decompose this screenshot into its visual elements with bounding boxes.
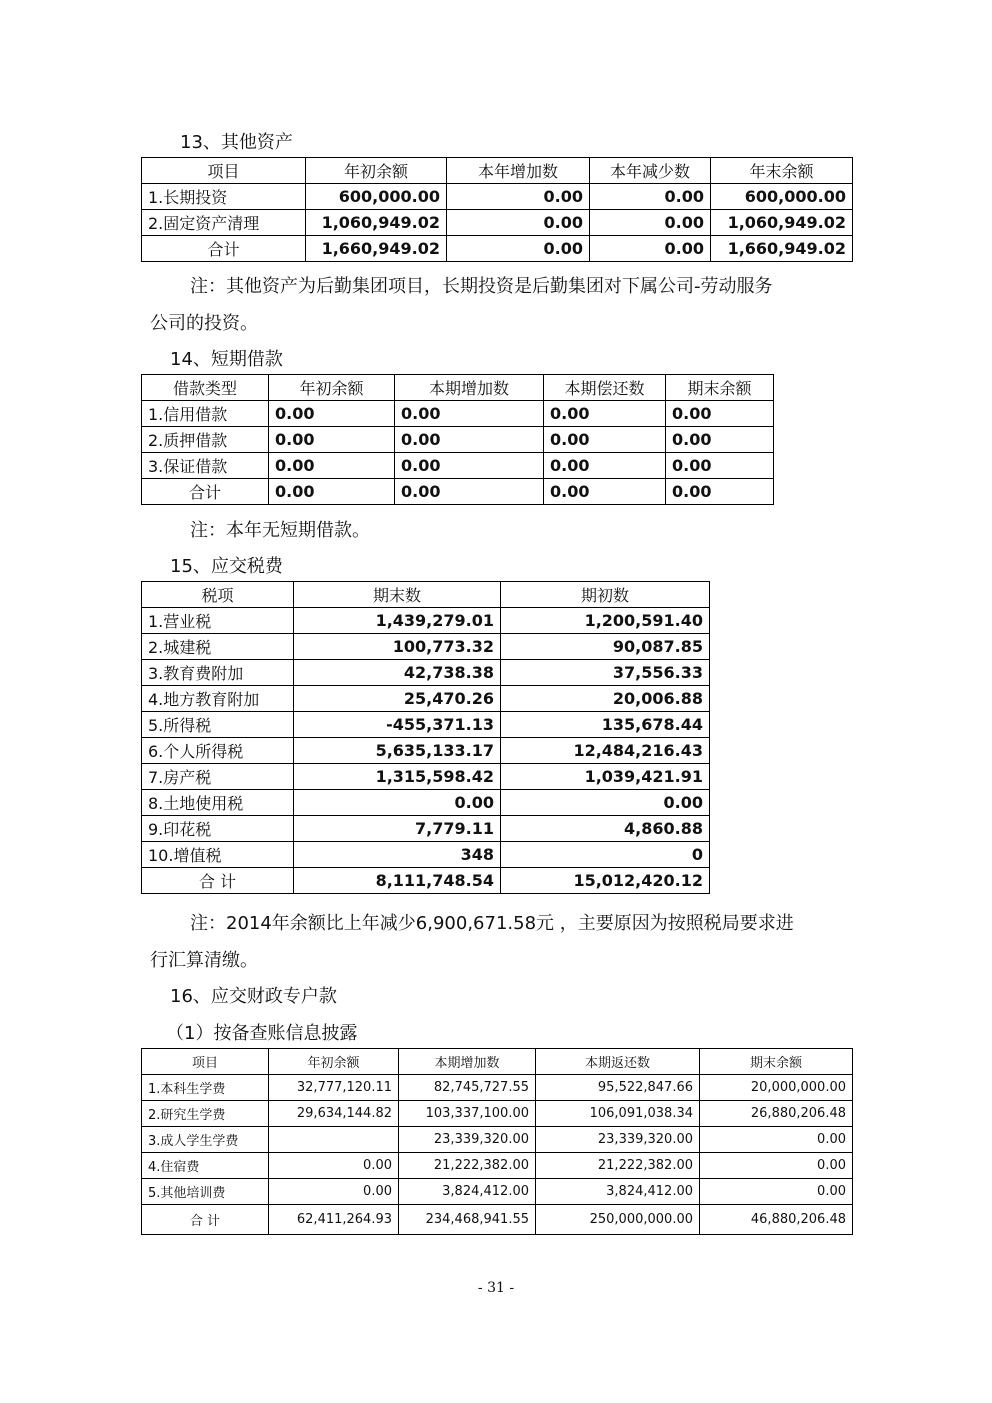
header-cell: 本期偿还数	[544, 375, 666, 401]
value-cell: 20,006.88	[501, 686, 710, 712]
value-cell: 0.00	[269, 401, 395, 427]
value-cell: 0.00	[269, 453, 395, 479]
value-cell: 600,000.00	[711, 184, 853, 210]
value-cell: 20,000,000.00	[700, 1075, 853, 1101]
value-cell: 0.00	[544, 401, 666, 427]
value-cell: -455,371.13	[294, 712, 501, 738]
header-cell: 年末余额	[711, 158, 853, 184]
value-cell: 46,880,206.48	[700, 1205, 853, 1235]
value-cell: 348	[294, 842, 501, 868]
value-cell: 0.00	[269, 427, 395, 453]
value-cell: 82,745,727.55	[399, 1075, 536, 1101]
value-cell: 62,411,264.93	[269, 1205, 399, 1235]
value-cell: 29,634,144.82	[269, 1101, 399, 1127]
row-label: 合 计	[142, 868, 294, 894]
table-row	[142, 634, 710, 660]
value-cell: 0.00	[395, 453, 544, 479]
table-header-row	[142, 1049, 853, 1075]
table-total-row	[142, 236, 853, 262]
row-label: 2.质押借款	[142, 427, 269, 453]
header-cell: 税项	[142, 582, 294, 608]
value-cell: 1,039,421.91	[501, 764, 710, 790]
row-label: 合计	[142, 479, 269, 505]
value-cell: 0.00	[544, 453, 666, 479]
value-cell: 103,337,100.00	[399, 1101, 536, 1127]
table-row	[142, 1075, 853, 1101]
table-row	[142, 1179, 853, 1205]
value-cell: 0	[501, 842, 710, 868]
table-row	[142, 660, 710, 686]
row-label: 3.教育费附加	[142, 660, 294, 686]
table-total-row	[142, 1205, 853, 1235]
section-15-note-line-1: 注：2014年余额比上年减少6,900,671.58元 ，主要原因为按照税局要求进	[190, 913, 794, 934]
table-row	[142, 427, 774, 453]
section-13-note-line-2: 公司的投资。	[150, 313, 258, 334]
row-label: 3.保证借款	[142, 453, 269, 479]
value-cell: 15,012,420.12	[501, 868, 710, 894]
value-cell: 12,484,216.43	[501, 738, 710, 764]
page-number: - 31 -	[477, 1280, 515, 1296]
row-label: 9.印花税	[142, 816, 294, 842]
value-cell: 25,470.26	[294, 686, 501, 712]
value-cell: 0.00	[666, 453, 774, 479]
value-cell: 0.00	[590, 236, 711, 262]
row-label: 7.房产税	[142, 764, 294, 790]
value-cell: 0.00	[700, 1127, 853, 1153]
table-row	[142, 210, 853, 236]
header-cell: 项目	[142, 1049, 269, 1075]
row-label: 3.成人学生学费	[142, 1127, 269, 1153]
value-cell: 3,824,412.00	[536, 1179, 700, 1205]
table-row	[142, 453, 774, 479]
row-label: 1.营业税	[142, 608, 294, 634]
value-cell: 1,439,279.01	[294, 608, 501, 634]
table-row	[142, 1153, 853, 1179]
row-label: 5.其他培训费	[142, 1179, 269, 1205]
value-cell: 1,060,949.02	[306, 210, 447, 236]
value-cell: 0.00	[700, 1153, 853, 1179]
section-16-heading: 16、应交财政专户款	[170, 986, 337, 1007]
header-cell: 本年增加数	[447, 158, 590, 184]
value-cell: 1,660,949.02	[711, 236, 853, 262]
table-row	[142, 1127, 853, 1153]
row-label: 1.信用借款	[142, 401, 269, 427]
value-cell: 0.00	[590, 184, 711, 210]
table-header-row	[142, 158, 853, 184]
header-cell: 年初余额	[306, 158, 447, 184]
row-label: 4.住宿费	[142, 1153, 269, 1179]
value-cell: 95,522,847.66	[536, 1075, 700, 1101]
table-row	[142, 608, 710, 634]
value-cell: 1,315,598.42	[294, 764, 501, 790]
row-label: 5.所得税	[142, 712, 294, 738]
header-cell: 期初数	[501, 582, 710, 608]
value-cell: 135,678.44	[501, 712, 710, 738]
value-cell: 42,738.38	[294, 660, 501, 686]
value-cell: 250,000,000.00	[536, 1205, 700, 1235]
value-cell: 0.00	[447, 236, 590, 262]
value-cell: 1,660,949.02	[306, 236, 447, 262]
header-cell: 年初余额	[269, 1049, 399, 1075]
section-16-subheading: （1）按备查账信息披露	[166, 1023, 358, 1044]
value-cell: 100,773.32	[294, 634, 501, 660]
table-row	[142, 712, 710, 738]
row-label: 10.增值税	[142, 842, 294, 868]
row-label: 2.固定资产清理	[142, 210, 306, 236]
value-cell: 0.00	[395, 401, 544, 427]
value-cell: 0.00	[501, 790, 710, 816]
value-cell: 0.00	[666, 401, 774, 427]
row-label: 2.研究生学费	[142, 1101, 269, 1127]
value-cell: 37,556.33	[501, 660, 710, 686]
value-cell: 0.00	[666, 479, 774, 505]
value-cell: 234,468,941.55	[399, 1205, 536, 1235]
value-cell	[269, 1127, 399, 1153]
header-cell: 年初余额	[269, 375, 395, 401]
value-cell: 4,860.88	[501, 816, 710, 842]
value-cell: 0.00	[544, 427, 666, 453]
value-cell: 1,200,591.40	[501, 608, 710, 634]
value-cell: 26,880,206.48	[700, 1101, 853, 1127]
table-total-row	[142, 868, 710, 894]
section-14-note: 注：本年无短期借款。	[190, 520, 370, 541]
value-cell: 7,779.11	[294, 816, 501, 842]
row-label: 4.地方教育附加	[142, 686, 294, 712]
table-header-row	[142, 582, 710, 608]
table-row	[142, 1101, 853, 1127]
row-label: 1.长期投资	[142, 184, 306, 210]
table-header-row	[142, 375, 774, 401]
section-13-note-line-1: 注：其他资产为后勤集团项目，长期投资是后勤集团对下属公司-劳动服务	[190, 276, 773, 297]
value-cell: 0.00	[269, 1153, 399, 1179]
header-cell: 借款类型	[142, 375, 269, 401]
table-total-row	[142, 479, 774, 505]
section-13-heading: 13、其他资产	[180, 132, 293, 153]
header-cell: 本年减少数	[590, 158, 711, 184]
value-cell: 106,091,038.34	[536, 1101, 700, 1127]
header-cell: 期末余额	[700, 1049, 853, 1075]
table-row	[142, 184, 853, 210]
value-cell: 0.00	[447, 210, 590, 236]
value-cell: 0.00	[447, 184, 590, 210]
taxes-payable-table	[141, 581, 710, 894]
short-term-loans-table	[141, 374, 774, 505]
header-cell: 本期返还数	[536, 1049, 700, 1075]
value-cell: 0.00	[395, 479, 544, 505]
value-cell: 0.00	[269, 479, 395, 505]
row-label: 合计	[142, 236, 306, 262]
section-14-heading: 14、短期借款	[170, 349, 283, 370]
table-row	[142, 764, 710, 790]
table-row	[142, 790, 710, 816]
table-row	[142, 816, 710, 842]
row-label: 6.个人所得税	[142, 738, 294, 764]
value-cell: 0.00	[666, 427, 774, 453]
value-cell: 21,222,382.00	[536, 1153, 700, 1179]
value-cell: 90,087.85	[501, 634, 710, 660]
value-cell: 0.00	[700, 1179, 853, 1205]
value-cell: 23,339,320.00	[399, 1127, 536, 1153]
row-label: 2.城建税	[142, 634, 294, 660]
header-cell: 本期增加数	[399, 1049, 536, 1075]
table-row	[142, 842, 710, 868]
fiscal-account-table	[141, 1048, 853, 1235]
value-cell: 32,777,120.11	[269, 1075, 399, 1101]
table-row	[142, 686, 710, 712]
row-label: 8.土地使用税	[142, 790, 294, 816]
other-assets-table	[141, 157, 853, 262]
value-cell: 0.00	[590, 210, 711, 236]
value-cell: 1,060,949.02	[711, 210, 853, 236]
header-cell: 项目	[142, 158, 306, 184]
table-row	[142, 738, 710, 764]
header-cell: 期末余额	[666, 375, 774, 401]
value-cell: 23,339,320.00	[536, 1127, 700, 1153]
value-cell: 8,111,748.54	[294, 868, 501, 894]
value-cell: 0.00	[544, 479, 666, 505]
value-cell: 600,000.00	[306, 184, 447, 210]
value-cell: 0.00	[294, 790, 501, 816]
row-label: 1.本科生学费	[142, 1075, 269, 1101]
value-cell: 0.00	[269, 1179, 399, 1205]
value-cell: 3,824,412.00	[399, 1179, 536, 1205]
section-15-heading: 15、应交税费	[170, 556, 283, 577]
row-label: 合 计	[142, 1205, 269, 1235]
table-row	[142, 401, 774, 427]
header-cell: 期末数	[294, 582, 501, 608]
value-cell: 21,222,382.00	[399, 1153, 536, 1179]
value-cell: 0.00	[395, 427, 544, 453]
value-cell: 5,635,133.17	[294, 738, 501, 764]
header-cell: 本期增加数	[395, 375, 544, 401]
section-15-note-line-2: 行汇算清缴。	[150, 950, 258, 971]
